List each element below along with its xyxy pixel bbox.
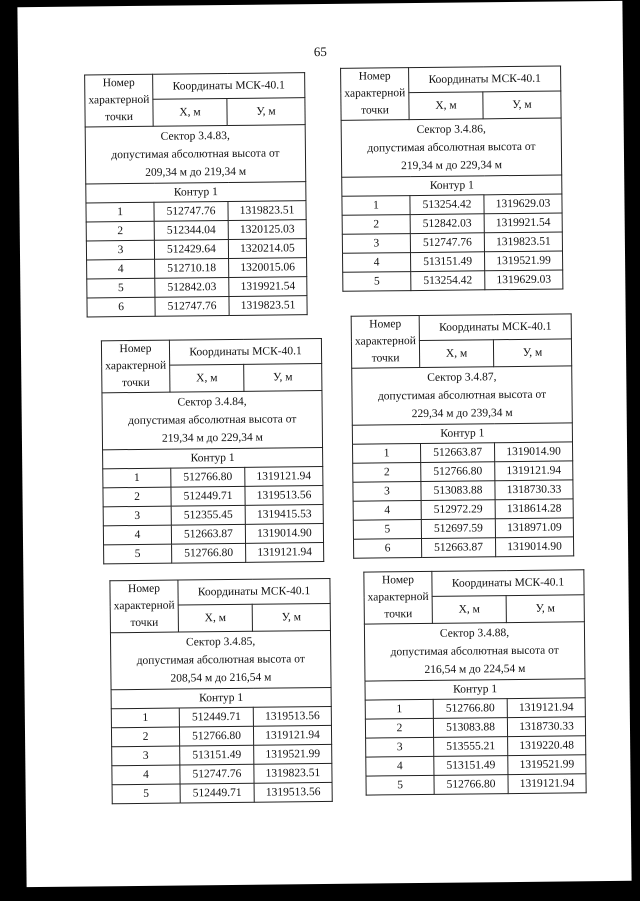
point-number: 2 — [365, 718, 433, 738]
sector-description — [364, 622, 585, 681]
height-label: допустимая абсолютная высота от — [111, 147, 280, 162]
point-number: 5 — [87, 278, 155, 298]
point-number: 5 — [366, 775, 434, 795]
table-row — [86, 201, 306, 222]
table-row — [353, 518, 573, 539]
point-number: 3 — [353, 481, 421, 501]
contour-label: Контур 1 — [86, 182, 306, 203]
sector-name: Сектор 3.4.87, — [427, 371, 497, 384]
y-coordinate: 1320214.05 — [228, 239, 306, 259]
point-number: 3 — [112, 746, 180, 766]
coordinates-header: Координаты МСК-40.1 — [409, 66, 561, 93]
height-label: допустимая абсолютная высота от — [367, 140, 536, 155]
point-number: 3 — [103, 506, 171, 526]
height-range: 209,34 м до 219,34 м — [145, 165, 247, 179]
x-coordinate: 513151.49 — [411, 252, 485, 272]
sector-name: Сектор 3.4.83, — [160, 129, 230, 143]
point-number-header: Номер характерной точки — [101, 340, 170, 393]
point-number-header: Номер характерной точки — [85, 74, 154, 127]
contour-label: Контур 1 — [352, 423, 572, 444]
point-number: 4 — [103, 525, 171, 545]
y-coordinate: 1319513.56 — [245, 486, 323, 506]
y-coordinate: 1319014.90 — [245, 524, 323, 544]
coordinates-header: Координаты МСК-40.1 — [169, 339, 321, 366]
table-row — [353, 537, 573, 558]
y-coordinate: 1319121.94 — [246, 543, 324, 563]
contour-label: Контур 1 — [342, 175, 562, 196]
coordinate-tables — [17, 1, 622, 800]
x-coordinate: 512766.80 — [421, 462, 495, 482]
table-row — [365, 698, 585, 719]
contour-label: Контур 1 — [103, 448, 323, 469]
point-number: 1 — [365, 699, 433, 719]
coordinates-table — [340, 66, 563, 292]
x-coordinate: 512766.80 — [172, 543, 246, 563]
x-coordinate: 512429.64 — [154, 239, 228, 259]
point-number: 5 — [343, 272, 411, 292]
y-coordinate: 1320015.06 — [229, 258, 307, 278]
point-number: 2 — [353, 462, 421, 482]
y-coordinate: 1318971.09 — [495, 518, 573, 538]
sector-description — [352, 366, 573, 425]
point-number-header: Номер характерной точки — [110, 580, 179, 633]
x-coordinate: 513254.42 — [411, 271, 485, 291]
coordinates-table — [101, 338, 324, 564]
y-coordinate: 1319121.94 — [507, 698, 585, 718]
table-row — [353, 461, 573, 482]
x-coordinate: 512710.18 — [155, 258, 229, 278]
point-number: 1 — [342, 196, 410, 216]
coordinates-table — [351, 313, 575, 558]
y-header: У, м — [244, 364, 322, 392]
y-coordinate: 1319121.94 — [253, 725, 331, 745]
x-coordinate: 512747.76 — [410, 233, 484, 253]
point-number: 6 — [87, 297, 155, 317]
table-row — [86, 239, 306, 260]
sector-name: Сектор 3.4.85, — [185, 635, 256, 649]
page-number: 65 — [313, 43, 327, 60]
table-row — [353, 499, 573, 520]
coordinates-table — [109, 578, 332, 804]
height-range: 208,54 м до 216,54 м — [170, 671, 272, 685]
y-coordinate: 1319823.51 — [254, 763, 332, 783]
table-row — [111, 725, 331, 746]
x-coordinate: 512842.03 — [410, 214, 484, 234]
y-header: У, м — [252, 604, 330, 632]
x-coordinate: 512697.59 — [421, 519, 495, 539]
table-row — [87, 277, 307, 298]
contour-label: Контур 1 — [111, 687, 331, 708]
document-page — [17, 1, 631, 887]
point-number: 1 — [103, 468, 171, 488]
table-row — [366, 736, 586, 757]
table-row — [342, 194, 562, 215]
y-coordinate: 1318614.28 — [495, 499, 573, 519]
y-coordinate: 1319629.03 — [485, 270, 563, 290]
height-range: 229,34 м до 239,34 м — [411, 407, 513, 421]
y-coordinate: 1319513.56 — [253, 706, 331, 726]
point-number: 2 — [342, 215, 410, 235]
x-coordinate: 512842.03 — [155, 277, 229, 297]
point-number: 3 — [366, 737, 434, 757]
y-header: У, м — [227, 98, 305, 126]
point-number-header: Номер характерной точки — [364, 571, 433, 624]
x-coordinate: 512766.80 — [434, 775, 508, 795]
y-coordinate: 1319823.51 — [484, 232, 562, 252]
x-coordinate: 512766.80 — [179, 726, 253, 746]
sector-name: Сектор 3.4.84, — [177, 395, 247, 409]
coordinates-header: Координаты МСК-40.1 — [153, 73, 305, 100]
height-range: 219,34 м до 229,34 м — [161, 431, 263, 445]
point-number: 6 — [353, 538, 421, 558]
point-number-header: Номер характерной точки — [351, 316, 420, 369]
height-label: допустимая абсолютная высота от — [390, 644, 559, 659]
point-number: 4 — [343, 253, 411, 273]
point-number: 4 — [112, 765, 180, 785]
point-number: 5 — [104, 544, 172, 564]
x-header: X, м — [153, 99, 227, 126]
point-number: 5 — [353, 519, 421, 539]
sector-description — [102, 391, 323, 450]
table-row — [103, 486, 323, 507]
height-label: допустимая абсолютная высота от — [128, 413, 297, 428]
table-row — [112, 763, 332, 784]
x-coordinate: 513151.49 — [434, 756, 508, 776]
x-header: X, м — [409, 92, 483, 119]
point-number: 1 — [86, 202, 154, 222]
point-number: 5 — [112, 784, 180, 804]
y-coordinate: 1319823.51 — [228, 201, 306, 221]
x-coordinate: 513555.21 — [434, 737, 508, 757]
contour-label: Контур 1 — [365, 679, 585, 700]
coordinates-header: Координаты МСК-40.1 — [419, 314, 571, 341]
coordinates-header: Координаты МСК-40.1 — [178, 578, 330, 605]
y-header: У, м — [493, 339, 571, 367]
point-number: 1 — [353, 443, 421, 463]
sector-name: Сектор 3.4.86, — [416, 123, 486, 137]
table-row — [111, 706, 331, 727]
table-row — [353, 480, 573, 501]
x-coordinate: 512449.71 — [180, 783, 254, 803]
y-coordinate: 1319121.94 — [495, 461, 573, 481]
x-coordinate: 513254.42 — [410, 195, 484, 215]
x-coordinate: 512972.29 — [421, 500, 495, 520]
table-row — [103, 505, 323, 526]
table-row — [342, 232, 562, 253]
point-number: 3 — [342, 234, 410, 254]
x-coordinate: 512766.80 — [171, 467, 245, 487]
table-row — [112, 782, 332, 803]
coordinates-table — [363, 569, 586, 795]
y-coordinate: 1320125.03 — [228, 220, 306, 240]
x-coordinate: 512355.45 — [171, 505, 245, 525]
x-header: X, м — [178, 605, 252, 632]
y-coordinate: 1319521.99 — [254, 744, 332, 764]
sector-name: Сектор 3.4.88, — [439, 627, 510, 640]
x-coordinate: 512747.76 — [180, 764, 254, 784]
height-range: 216,54 м до 224,54 м — [424, 662, 526, 676]
y-coordinate: 1318730.33 — [495, 480, 573, 500]
y-coordinate: 1319014.90 — [494, 442, 572, 462]
point-number: 4 — [353, 500, 421, 520]
height-range: 219,34 м до 229,34 м — [401, 159, 503, 173]
point-number: 2 — [86, 221, 154, 241]
sector-description — [110, 630, 331, 689]
table-row — [86, 220, 306, 241]
y-coordinate: 1319014.90 — [495, 537, 573, 557]
point-number: 1 — [111, 708, 179, 728]
y-coordinate: 1319521.99 — [484, 251, 562, 271]
coordinates-table — [84, 72, 308, 317]
x-coordinate: 513151.49 — [180, 745, 254, 765]
y-coordinate: 1319121.94 — [245, 467, 323, 487]
table-row — [343, 270, 563, 291]
x-header: X, м — [419, 340, 493, 367]
y-coordinate: 1319921.54 — [229, 277, 307, 297]
x-coordinate: 512344.04 — [154, 220, 228, 240]
x-coordinate: 513083.88 — [433, 718, 507, 738]
x-coordinate: 512663.87 — [171, 524, 245, 544]
y-coordinate: 1318730.33 — [507, 717, 585, 737]
table-row — [87, 258, 307, 279]
sector-description — [85, 125, 306, 184]
table-row — [342, 213, 562, 234]
y-coordinate: 1319521.99 — [508, 755, 586, 775]
table-row — [112, 744, 332, 765]
table-row — [103, 467, 323, 488]
y-header: У, м — [483, 91, 561, 119]
y-header: У, м — [506, 595, 584, 623]
x-coordinate: 512663.87 — [421, 538, 495, 558]
y-coordinate: 1319629.03 — [484, 194, 562, 214]
coordinates-header: Координаты МСК-40.1 — [432, 570, 584, 597]
table-row — [343, 251, 563, 272]
x-coordinate: 512747.76 — [154, 201, 228, 221]
x-coordinate: 512449.71 — [179, 707, 253, 727]
y-coordinate: 1319415.53 — [245, 505, 323, 525]
x-coordinate: 512747.76 — [155, 296, 229, 316]
table-row — [87, 296, 307, 317]
table-row — [104, 543, 324, 564]
point-number: 3 — [86, 240, 154, 260]
point-number-header: Номер характерной точки — [341, 68, 410, 121]
x-coordinate: 513083.88 — [421, 481, 495, 501]
y-coordinate: 1319220.48 — [508, 736, 586, 756]
point-number: 4 — [366, 756, 434, 776]
height-label: допустимая абсолютная высота от — [136, 653, 305, 667]
x-coordinate: 512449.71 — [171, 486, 245, 506]
point-number: 2 — [111, 727, 179, 747]
x-coordinate: 512766.80 — [433, 699, 507, 719]
point-number: 4 — [87, 259, 155, 279]
table-row — [366, 774, 586, 795]
y-coordinate: 1319513.56 — [254, 782, 332, 802]
table-row — [366, 755, 586, 776]
table-row — [353, 442, 573, 463]
table-row — [365, 717, 585, 738]
table-row — [103, 524, 323, 545]
y-coordinate: 1319823.51 — [229, 296, 307, 316]
x-header: X, м — [432, 596, 506, 623]
x-header: X, м — [170, 365, 244, 392]
height-label: допустимая абсолютная высота от — [377, 388, 547, 403]
sector-description — [341, 118, 562, 177]
y-coordinate: 1319921.54 — [484, 213, 562, 233]
x-coordinate: 512663.87 — [420, 443, 494, 463]
y-coordinate: 1319121.94 — [508, 774, 586, 794]
point-number: 2 — [103, 487, 171, 507]
